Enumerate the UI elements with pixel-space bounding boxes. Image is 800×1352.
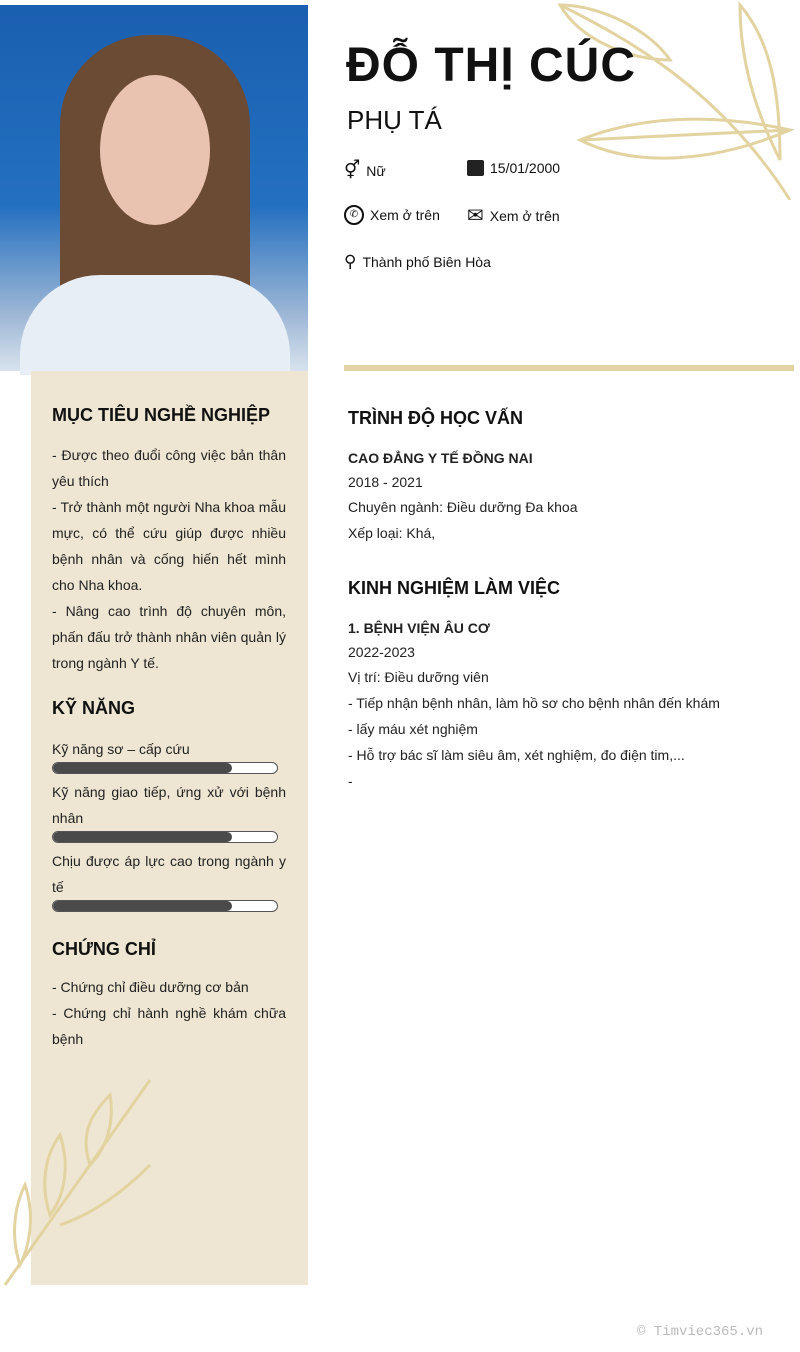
- skill-label: Kỹ năng giao tiếp, ứng xử với bệnh nhân: [52, 784, 286, 826]
- experience-heading: KINH NGHIỆM LÀM VIỆC: [348, 578, 561, 598]
- skill-level-bar: [52, 900, 278, 912]
- email-info: [467, 203, 560, 228]
- skill-level-fill: [53, 832, 232, 842]
- certificates-text: - Chứng chỉ điều dưỡng cơ bản - Chứng chỉ hành nghề khám chữa bệnh: [52, 979, 286, 1047]
- experience-details: Vị trí: Điều dưỡng viên - Tiếp nhận bệnh nhân, làm hồ sơ cho bệnh nhân đến khám - lấy máu xét nghiệm - Hỗ trợ bác sĩ làm siêu âm, xét nghiệm, đo điện tim,... -: [348, 669, 720, 789]
- skill-level-fill: [53, 901, 232, 911]
- phone-value: Xem ở trên: [370, 207, 440, 223]
- birthday-info: [467, 160, 560, 176]
- skill-label: Kỹ năng sơ – cấp cứu: [52, 741, 190, 757]
- skill-level-bar: [52, 762, 278, 774]
- footer-watermark: © Timviec365.vn: [637, 1324, 764, 1340]
- gender-info: [344, 160, 386, 181]
- candidate-name: ĐỖ THỊ CÚC: [346, 39, 636, 92]
- gender-icon: ⚥: [344, 160, 361, 180]
- skill-level-bar: [52, 831, 278, 843]
- education-years: 2018 - 2021: [348, 474, 423, 490]
- leaf-decoration-bottom: [0, 1075, 170, 1290]
- education-heading: TRÌNH ĐỘ HỌC VẤN: [348, 408, 523, 428]
- phone-icon: ✆: [344, 205, 364, 225]
- objective-text: - Được theo đuổi công việc bản thân yêu thích - Trở thành một người Nha khoa mẫu mực, có thể cứu giúp được nhiều bệnh nhân và cống hiến hết mình cho Nha khoa. - Nâng cao trình độ chuyên môn, phấn đấu trở thành nhân viên quản lý trong ngành Y tế.: [52, 447, 286, 671]
- profile-photo: [0, 5, 308, 371]
- email-value: Xem ở trên: [489, 207, 560, 224]
- address-info: [344, 252, 491, 272]
- education-grade: Xếp loại: Khá,: [348, 525, 436, 541]
- address-value: Thành phố Biên Hòa: [362, 254, 491, 270]
- birthday-value: 15/01/2000: [490, 160, 561, 176]
- skill-level-fill: [53, 763, 232, 773]
- candidate-position: PHỤ TÁ: [347, 105, 442, 135]
- gender-value: Nữ: [366, 162, 386, 179]
- objective-heading: MỤC TIÊU NGHỀ NGHIỆP: [52, 405, 271, 425]
- calendar-icon: [467, 160, 484, 176]
- photo-shirt: [20, 275, 290, 375]
- envelope-icon: ✉: [467, 205, 484, 227]
- certificates-heading: CHỨNG CHỈ: [52, 939, 156, 959]
- location-pin-icon: ⚲: [344, 252, 357, 271]
- skill-label: Chịu được áp lực cao trong ngành y tế: [52, 853, 286, 895]
- education-school: CAO ĐẲNG Y TẾ ĐỒNG NAI: [348, 450, 533, 466]
- experience-company: 1. BỆNH VIỆN ÂU CƠ: [348, 620, 490, 636]
- leaf-decoration-top: [540, 0, 800, 200]
- phone-info: [344, 205, 440, 225]
- skills-heading: KỸ NĂNG: [52, 698, 136, 718]
- photo-face: [100, 75, 210, 225]
- accent-divider: [344, 365, 794, 371]
- experience-years: 2022-2023: [348, 644, 415, 660]
- education-major: Chuyên ngành: Điều dưỡng Đa khoa: [348, 499, 578, 515]
